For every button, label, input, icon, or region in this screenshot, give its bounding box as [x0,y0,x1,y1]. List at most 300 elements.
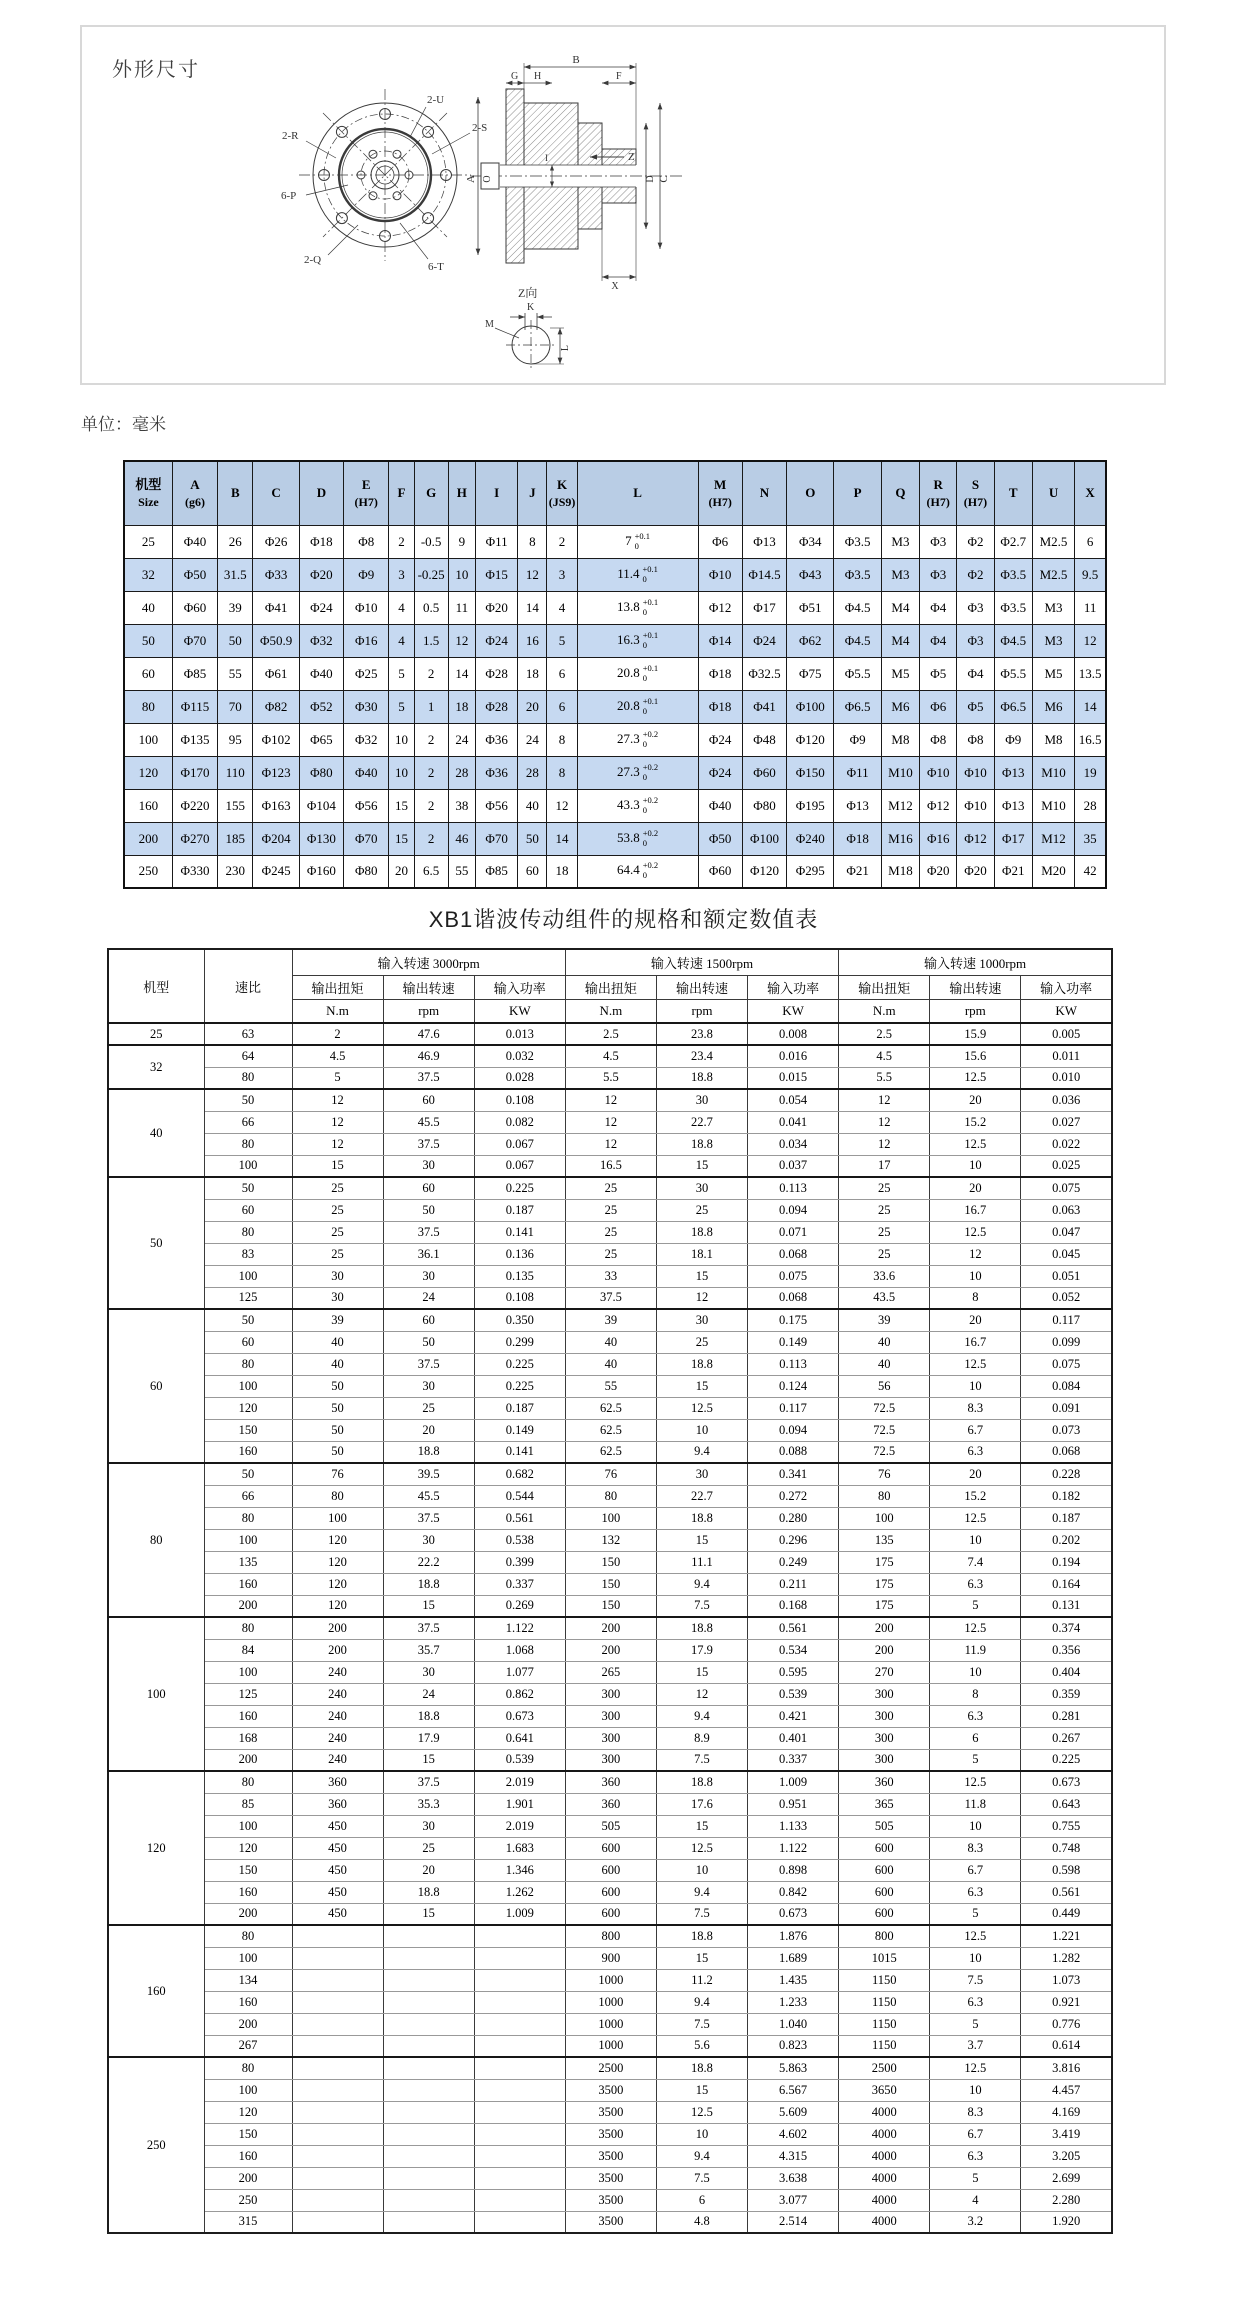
spec-value-cell: 76 [565,1463,656,1485]
spec-value-cell: 0.595 [748,1661,839,1683]
spec-value-cell: 18.8 [656,1353,747,1375]
spec-value-cell: 300 [565,1727,656,1749]
dim-cell: Φ52 [299,690,343,723]
dim-cell: Φ70 [172,624,217,657]
spec-value-cell: 5 [930,1595,1021,1617]
spec-value-cell: 600 [839,1859,930,1881]
dim-cell: 24 [448,723,475,756]
dim-col-header: E (H7) [344,461,389,525]
spec-value-cell: 15.9 [930,1023,1021,1045]
dim-cell: Φ50.9 [253,624,299,657]
spec-value-cell: 1.876 [748,1925,839,1947]
dim-cell: -0.5 [414,525,448,558]
spec-ratio-cell: 250 [204,2189,292,2211]
spec-value-cell: 12 [656,1683,747,1705]
spec-value-cell: 100 [565,1507,656,1529]
spec-value-cell: 1.221 [1021,1925,1112,1947]
spec-value-cell: 0.034 [748,1133,839,1155]
dim-cell: Φ50 [172,558,217,591]
spec-table-row [108,1463,1112,1485]
spec-value-cell: 3500 [565,2079,656,2101]
spec-value-cell: 12.5 [930,1067,1021,1089]
dim-cell: 10 [448,558,475,591]
spec-ratio-cell: 100 [204,1375,292,1397]
spec-value-cell: 0.091 [1021,1397,1112,1419]
spec-value-cell: 15 [656,1375,747,1397]
spec-value-cell [383,2035,474,2057]
spec-value-cell: 0.037 [748,1155,839,1177]
spec-ratio-cell: 84 [204,1639,292,1661]
spec-value-cell: 0.225 [1021,1749,1112,1771]
spec-value-cell: 0.296 [748,1529,839,1551]
spec-model-cell: 250 [108,2057,204,2233]
spec-value-cell: 0.399 [474,1551,565,1573]
spec-value-cell: 30 [383,1815,474,1837]
spec-value-cell: 18.8 [383,1881,474,1903]
spec-value-cell: 6.7 [930,1419,1021,1441]
spec-value-cell: 25 [839,1221,930,1243]
spec-table-row [108,1969,1112,1991]
spec-table-row [108,2211,1112,2233]
dim-cell: Φ3.5 [994,558,1032,591]
spec-ratio-cell: 150 [204,2123,292,2145]
spec-ratio-cell: 80 [204,1067,292,1089]
spec-sub-header: 输入功率 [1021,975,1112,999]
dim-cell: 5 [547,624,577,657]
dim-cell: Φ28 [475,690,517,723]
side-view-drawing [465,54,682,292]
spec-ratio-cell: 80 [204,1133,292,1155]
spec-value-cell: 18.8 [656,1221,747,1243]
dim-cell: Φ104 [299,789,343,822]
spec-value-cell: 0.008 [748,1023,839,1045]
spec-value-cell [292,2013,383,2035]
spec-ratio-cell: 160 [204,1573,292,1595]
spec-value-cell: 1000 [565,2035,656,2057]
dim-cell: Φ70 [344,822,389,855]
spec-value-cell: 20 [930,1089,1021,1111]
spec-model-cell: 120 [108,1771,204,1925]
spec-value-cell: 1015 [839,1947,930,1969]
spec-value-cell: 0.187 [1021,1507,1112,1529]
dim-cell: 20 [389,855,414,888]
spec-table-title: XB1谐波传动组件的规格和额定数值表 [428,907,819,932]
spec-value-cell: 10 [930,1529,1021,1551]
spec-table-row [108,2035,1112,2057]
spec-ratio-cell: 80 [204,1353,292,1375]
dim-cell: Φ102 [253,723,299,756]
spec-value-cell: 60 [383,1309,474,1331]
spec-value-cell: 80 [839,1485,930,1507]
spec-value-cell: 35.3 [383,1793,474,1815]
dim-cell: M6 [1032,690,1074,723]
side-label-z: Z [628,151,635,163]
spec-value-cell: 240 [292,1661,383,1683]
spec-value-cell: 0.047 [1021,1221,1112,1243]
spec-value-cell: 0.776 [1021,2013,1112,2035]
spec-value-cell: 22.2 [383,1551,474,1573]
dim-cell: 2 [414,756,448,789]
spec-ratio-cell: 60 [204,1199,292,1221]
spec-value-cell [383,1969,474,1991]
dim-cell: M6 [881,690,919,723]
spec-value-cell: 12.5 [930,1221,1021,1243]
spec-value-cell: 30 [656,1089,747,1111]
spec-value-cell: 1150 [839,1991,930,2013]
spec-value-cell: 30 [292,1265,383,1287]
dim-col-header: N [742,461,786,525]
spec-value-cell: 8.3 [930,1837,1021,1859]
spec-value-cell: 0.842 [748,1881,839,1903]
spec-value-cell [383,2123,474,2145]
spec-value-cell: 120 [292,1529,383,1551]
spec-sub-header: 输出扭矩 [292,975,383,999]
spec-value-cell: 4.5 [292,1045,383,1067]
spec-value-cell: 0.028 [474,1067,565,1089]
spec-value-cell: 0.421 [748,1705,839,1727]
spec-value-cell: 0.755 [1021,1815,1112,1837]
spec-value-cell: 4.169 [1021,2101,1112,2123]
spec-value-cell: 37.5 [383,1771,474,1793]
dim-cell: M2.5 [1032,558,1074,591]
spec-value-cell: 8.3 [930,1397,1021,1419]
spec-value-cell: 0.135 [474,1265,565,1287]
spec-ratio-cell: 200 [204,1903,292,1925]
spec-value-cell: 7.5 [656,2013,747,2035]
spec-ratio-cell: 150 [204,1419,292,1441]
dim-cell: Φ16 [920,822,957,855]
dim-cell: 100 [124,723,172,756]
spec-value-cell: 23.8 [656,1023,747,1045]
spec-model-cell: 50 [108,1177,204,1309]
dim-cell: 12 [1075,624,1106,657]
dim-cell-tolerance: 16.3 +0.1 0 [577,624,698,657]
spec-value-cell: 5 [930,2013,1021,2035]
spec-value-cell [383,1991,474,2013]
spec-value-cell: 150 [565,1573,656,1595]
dim-cell: 2 [414,789,448,822]
spec-value-cell: 0.068 [748,1243,839,1265]
spec-value-cell: 50 [292,1441,383,1463]
spec-value-cell: 0.823 [748,2035,839,2057]
spec-value-cell [474,2057,565,2079]
spec-value-cell: 600 [565,1837,656,1859]
spec-value-cell: 8.9 [656,1727,747,1749]
spec-value-cell: 7.5 [656,1749,747,1771]
spec-value-cell: 0.075 [748,1265,839,1287]
spec-value-cell: 6.3 [930,1705,1021,1727]
spec-value-cell: 10 [930,2079,1021,2101]
spec-value-cell: 8 [930,1287,1021,1309]
spec-value-cell: 6 [656,2189,747,2211]
spec-value-cell: 300 [839,1749,930,1771]
dim-cell: 18 [518,657,547,690]
spec-value-cell: 25 [292,1221,383,1243]
spec-value-cell: 22.7 [656,1111,747,1133]
spec-value-cell: 4.457 [1021,2079,1112,2101]
spec-value-cell: 2.280 [1021,2189,1112,2211]
dim-cell-tolerance: 7 +0.1 0 [577,525,698,558]
spec-value-cell: 12 [656,1287,747,1309]
spec-value-cell: 600 [839,1881,930,1903]
dim-cell: Φ80 [299,756,343,789]
spec-table-row [108,1485,1112,1507]
spec-ratio-cell: 135 [204,1551,292,1573]
spec-value-cell: 24 [383,1683,474,1705]
dim-cell: 11 [448,591,475,624]
dim-cell: 8 [518,525,547,558]
dim-cell: Φ43 [787,558,834,591]
spec-table-row [108,1155,1112,1177]
spec-value-cell: 0.539 [474,1749,565,1771]
dim-cell: Φ56 [475,789,517,822]
spec-value-cell: 50 [292,1375,383,1397]
dim-cell: Φ3 [957,624,994,657]
spec-unit-header: N.m [565,999,656,1023]
spec-unit-header: rpm [656,999,747,1023]
dim-cell: 55 [448,855,475,888]
dim-cell: Φ24 [698,723,742,756]
dim-cell: Φ204 [253,822,299,855]
dim-cell: Φ24 [299,591,343,624]
spec-value-cell: 62.5 [565,1397,656,1419]
spec-value-cell: 6.3 [930,1991,1021,2013]
spec-sub-header: 输出扭矩 [839,975,930,999]
spec-value-cell: 4000 [839,2211,930,2233]
spec-value-cell: 12.5 [656,2101,747,2123]
spec-value-cell: 6.567 [748,2079,839,2101]
dim-cell: 1.5 [414,624,448,657]
spec-value-cell: 0.141 [474,1221,565,1243]
dim-cell: 10 [389,756,414,789]
dim-cell: 46 [448,822,475,855]
spec-value-cell: 17.9 [656,1639,747,1661]
spec-value-cell: 240 [292,1683,383,1705]
spec-value-cell: 3650 [839,2079,930,2101]
spec-value-cell: 0.898 [748,1859,839,1881]
spec-ratio-cell: 160 [204,1705,292,1727]
spec-value-cell: 0.054 [748,1089,839,1111]
spec-value-cell: 0.164 [1021,1573,1112,1595]
dim-cell: Φ62 [787,624,834,657]
spec-table [107,948,1113,2234]
spec-value-cell: 10 [656,1859,747,1881]
spec-value-cell: 505 [839,1815,930,1837]
spec-value-cell: 0.561 [474,1507,565,1529]
spec-value-cell: 1150 [839,2035,930,2057]
spec-group-header: 输入转速 3000rpm [292,949,565,975]
spec-value-cell: 900 [565,1947,656,1969]
spec-model-header: 机型 [108,949,204,1023]
dim-cell: 250 [124,855,172,888]
spec-ratio-cell: 50 [204,1177,292,1199]
spec-table-row [108,1903,1112,1925]
spec-table-row [108,1375,1112,1397]
spec-value-cell: 120 [292,1551,383,1573]
spec-table-row [108,1133,1112,1155]
spec-value-cell: 360 [292,1771,383,1793]
spec-table-header [108,949,1112,1023]
spec-value-cell: 11.2 [656,1969,747,1991]
dim-cell: Φ14 [698,624,742,657]
dim-cell-tolerance: 43.3 +0.2 0 [577,789,698,822]
spec-value-cell [292,2167,383,2189]
spec-value-cell: 18.8 [656,1067,747,1089]
spec-table-row [108,1331,1112,1353]
spec-value-cell: 200 [292,1639,383,1661]
spec-value-cell: 47.6 [383,1023,474,1045]
spec-value-cell: 0.067 [474,1155,565,1177]
spec-value-cell: 0.187 [474,1199,565,1221]
dim-cell: Φ36 [475,723,517,756]
spec-value-cell: 0.225 [474,1177,565,1199]
spec-value-cell: 265 [565,1661,656,1683]
dim-cell: Φ170 [172,756,217,789]
spec-value-cell: 25 [656,1199,747,1221]
spec-value-cell [292,1991,383,2013]
spec-value-cell: 25 [839,1243,930,1265]
dim-cell: 8 [547,756,577,789]
spec-value-cell: 39 [565,1309,656,1331]
dim-cell: Φ3 [920,558,957,591]
spec-value-cell: 0.401 [748,1727,839,1749]
dim-cell: Φ10 [344,591,389,624]
spec-value-cell [292,2101,383,2123]
spec-value-cell: 0.027 [1021,1111,1112,1133]
dim-col-header: F [389,461,414,525]
spec-value-cell: 25 [839,1177,930,1199]
spec-value-cell [292,2211,383,2233]
spec-value-cell: 200 [565,1617,656,1639]
spec-table-row [108,1771,1112,1793]
dim-cell: 14 [448,657,475,690]
spec-value-cell: 25 [565,1177,656,1199]
spec-ratio-cell: 125 [204,1683,292,1705]
spec-value-cell [292,1925,383,1947]
dim-cell: M10 [881,756,919,789]
spec-value-cell: 5.5 [565,1067,656,1089]
spec-model-cell: 80 [108,1463,204,1617]
dim-cell: Φ3.5 [834,558,881,591]
spec-ratio-cell: 200 [204,2167,292,2189]
spec-ratio-cell: 83 [204,1243,292,1265]
dim-cell: Φ60 [172,591,217,624]
spec-value-cell: 1.683 [474,1837,565,1859]
spec-value-cell: 1.040 [748,2013,839,2035]
spec-value-cell: 6 [930,1727,1021,1749]
dim-col-header: K (JS9) [547,461,577,525]
dim-cell: 0.5 [414,591,448,624]
spec-ratio-cell: 100 [204,1661,292,1683]
spec-value-cell: 4000 [839,2167,930,2189]
spec-value-cell: 37.5 [383,1353,474,1375]
spec-value-cell: 10 [930,1661,1021,1683]
spec-value-cell: 9.4 [656,1573,747,1595]
dim-cell: Φ17 [994,822,1032,855]
dim-cell: 38 [448,789,475,822]
dim-cell: Φ10 [957,756,994,789]
spec-ratio-cell: 200 [204,2013,292,2035]
spec-ratio-cell: 66 [204,1111,292,1133]
spec-value-cell: 8 [930,1683,1021,1705]
dim-cell: 1 [414,690,448,723]
spec-value-cell: 2.019 [474,1771,565,1793]
dim-cell: Φ2 [957,525,994,558]
spec-value-cell: 30 [656,1177,747,1199]
spec-value-cell: 5 [930,1903,1021,1925]
spec-value-cell: 0.022 [1021,1133,1112,1155]
spec-value-cell: 0.228 [1021,1463,1112,1485]
dim-cell: Φ41 [742,690,786,723]
dim-cell: Φ330 [172,855,217,888]
spec-table-row [108,1089,1112,1111]
dim-cell: 2 [414,723,448,756]
dim-cell: Φ3.5 [834,525,881,558]
dim-cell: Φ32 [299,624,343,657]
spec-value-cell: 39.5 [383,1463,474,1485]
spec-value-cell: 1.346 [474,1859,565,1881]
dim-col-header: P [834,461,881,525]
dim-cell: Φ11 [475,525,517,558]
dim-cell: Φ70 [475,822,517,855]
dim-cell: 2 [414,657,448,690]
spec-value-cell: 3500 [565,2211,656,2233]
spec-value-cell: 1000 [565,1969,656,1991]
dim-cell: Φ21 [834,855,881,888]
spec-value-cell [292,2145,383,2167]
spec-value-cell: 15.2 [930,1485,1021,1507]
side-label-i: I [545,153,548,163]
dim-cell: Φ75 [787,657,834,690]
spec-value-cell: 12 [292,1111,383,1133]
spec-value-cell: 2500 [565,2057,656,2079]
spec-sub-header: 输入功率 [748,975,839,999]
dim-cell: Φ14.5 [742,558,786,591]
spec-model-cell: 25 [108,1023,204,1045]
dim-cell: Φ10 [957,789,994,822]
spec-value-cell: 4000 [839,2123,930,2145]
spec-ratio-cell: 100 [204,2079,292,2101]
dimension-drawing-panel [80,25,1166,385]
spec-value-cell: 1150 [839,1969,930,1991]
spec-value-cell: 450 [292,1881,383,1903]
spec-value-cell: 12 [565,1111,656,1133]
spec-value-cell: 5.863 [748,2057,839,2079]
spec-value-cell: 25 [292,1243,383,1265]
dim-cell: 18 [448,690,475,723]
spec-value-cell [292,1969,383,1991]
dim-cell: 3 [389,558,414,591]
spec-value-cell: 600 [839,1837,930,1859]
detail-view-drawing [485,286,571,370]
spec-ratio-cell: 85 [204,1793,292,1815]
spec-table-row [108,1309,1112,1331]
spec-value-cell: 0.561 [748,1617,839,1639]
dim-cell: Φ51 [787,591,834,624]
spec-value-cell: 2 [292,1023,383,1045]
spec-value-cell: 9.4 [656,1881,747,1903]
spec-value-cell: 0.088 [748,1441,839,1463]
spec-value-cell: 0.108 [474,1287,565,1309]
dim-cell: 50 [218,624,253,657]
spec-value-cell: 25 [656,1331,747,1353]
spec-ratio-cell: 168 [204,1727,292,1749]
spec-value-cell: 0.673 [1021,1771,1112,1793]
spec-value-cell: 450 [292,1815,383,1837]
spec-value-cell: 20 [930,1177,1021,1199]
side-label-f: F [616,71,622,82]
dim-cell-tolerance: 27.3 +0.2 0 [577,756,698,789]
